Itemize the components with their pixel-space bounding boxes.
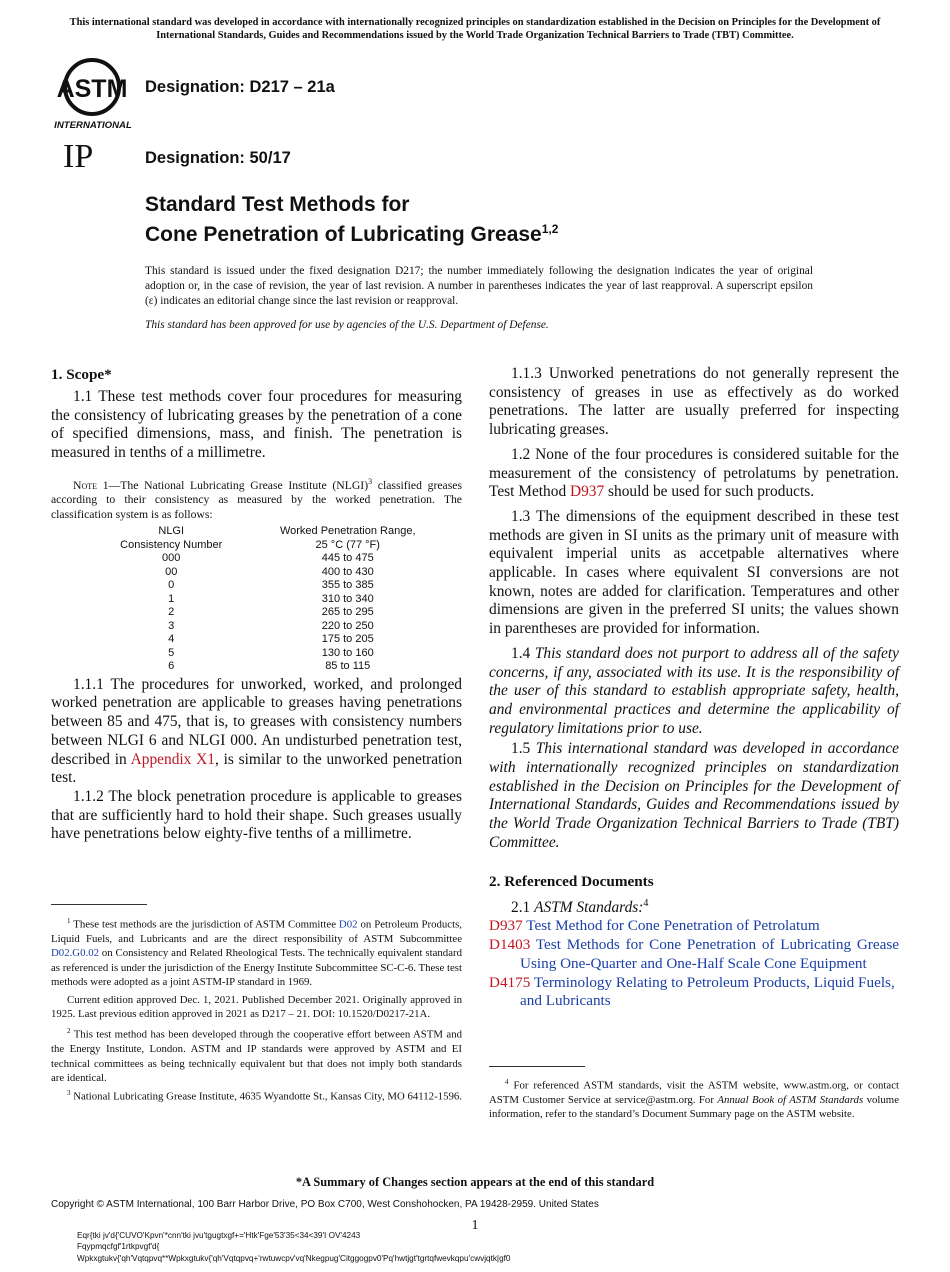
ref-item-d937: [489, 917, 899, 936]
license-line: Wpkxgtukv{'qh'Vqtqpvq**Wpkxgtukv{'qh'Vqtqpvq+'rwtuwcpv'vq'Nkegpug'Citggogpv0'Pq'hwtjgt'tgrtqfwevkqpu'cwvjqtk|gf0: [77, 1253, 511, 1263]
table-row: [109, 552, 462, 566]
d02-g0-02-link[interactable]: D02.G0.02: [51, 947, 99, 960]
para-1-1-1-text-end: , is similar to the unworked penetration test.: [51, 750, 463, 787]
table-cell: 2: [168, 606, 175, 619]
footnote-1-text-b: on Petroleum Products, Liquid Fuels, and Lubricants and are the direct responsibility of ASTM Subcommittee: [51, 918, 462, 945]
appendix-x1-link[interactable]: Appendix X1: [130, 750, 215, 768]
footnote-1-marker: 1: [67, 917, 71, 925]
designation-astm: Designation: D217 – 21a: [145, 78, 335, 96]
footnote-rule-right: [489, 1066, 585, 1067]
note-footnote-ref: 3: [368, 476, 373, 486]
para-1-1-2: 1.1.2 The block penetration procedure is applicable to greases that are sufficiently hard to hold their shape. Such greases usually have penetrations below eighty-five tenths of a millimetre.: [51, 787, 462, 843]
summary-of-changes-note: *A Summary of Changes section appears at the end of this standard: [295, 1175, 655, 1189]
issuance-statement: This standard is issued under the fixed designation D217; the number immediately following the designation indicates the year of original adoption or, in the case of revision, the year of last revision. A number in parentheses indicates the year of last reapproval. A superscript epsilon (ε) indicates an editorial change since the last revision or reapproval.: [145, 265, 813, 307]
table-header-cell: Consistency Number: [120, 538, 223, 551]
footnote-4-marker: 4: [505, 1078, 509, 1086]
table-row: [109, 620, 462, 634]
table-row: [109, 579, 462, 593]
para-1-4-text: This standard does not purport to address all of the safety concerns, if any, associated with its use. It is the responsibility of the user of this standard to establish appropriate safety, health, and environmental practices and determine the applicability of regulatory limitations prior to use.: [489, 644, 899, 737]
title-footnote-ref: 1,2: [541, 222, 559, 236]
footnote-2-marker: 2: [67, 1027, 71, 1036]
footnote-3: [51, 1086, 462, 1104]
footnotes-right: [489, 1075, 899, 1122]
table-cell: 0: [168, 579, 175, 592]
ref-title[interactable]: Terminology Relating to Petroleum Products, Liquid Fuels, and Lubricants: [520, 973, 895, 1010]
table-cell: 85 to 115: [325, 660, 371, 673]
d937-link[interactable]: D937: [570, 483, 605, 501]
page-title: [145, 193, 558, 247]
note-label: Note: [73, 478, 97, 492]
title-line-2: Cone Penetration of Lubricating Grease: [145, 223, 542, 246]
astm-logo-text: ASTM: [56, 75, 128, 103]
license-line: Fqypmqcfgf'1rtkpvgf'd{: [77, 1242, 160, 1252]
referenced-documents-heading: 2. Referenced Documents: [489, 872, 654, 890]
ref-item-d4175: [489, 974, 899, 1011]
table-row: [109, 566, 462, 580]
para-1-1-1: [51, 676, 462, 788]
footnote-4: [489, 1075, 899, 1122]
header-notice: This international standard was developed in accordance with internationally recognized principles on standardization established in the Decision on Principles for the Development of International Standards, Guides and Recommendations issued by the World Trade Organization Technical Barriers to Trade (TBT) Committee.: [69, 17, 881, 41]
table-cell: 400 to 430: [321, 565, 374, 578]
d02-link[interactable]: D02: [338, 918, 358, 931]
para-2-1-footnote-ref: 4: [643, 897, 649, 909]
ip-logo-text: IP: [63, 138, 94, 173]
ref-title[interactable]: Test Methods for Cone Penetration of Lubricating Grease Using One-Quarter and One-Half Scale Cone Equipment: [520, 936, 899, 972]
para-2-1-number: 2.1: [511, 898, 535, 916]
footnote-4-italic: Annual Book of ASTM Standards: [717, 1094, 864, 1106]
para-1-2-text: 1.2 None of the four procedures is considered suitable for the measurement of the consistency of petrolatums by penetration. Test Method: [489, 445, 899, 501]
table-cell: 6: [168, 660, 175, 673]
footnote-1-text: These test methods are the jurisdiction of ASTM Committee: [70, 918, 339, 931]
footnote-1-edition: Current edition approved Dec. 1, 2021. Published December 2021. Originally approved in 1925. Last previous edition approved in 2021 as D217 – 21. DOI: 10.1520/D0217-21A.: [51, 993, 462, 1021]
table-header-cell: Worked Penetration Range,: [279, 525, 416, 538]
para-1-4-number: 1.4: [511, 644, 535, 662]
table-cell: 220 to 250: [321, 619, 374, 632]
para-2-1-text: ASTM Standards:: [534, 898, 644, 916]
nlgi-table: [109, 525, 462, 674]
note-1: [51, 475, 462, 522]
footnote-3-marker: 3: [67, 1088, 71, 1097]
table-row: [109, 633, 462, 647]
para-1-5-text: This international standard was developed in accordance with internationally recognized principles on standardization established in the Decision on Principles for the Development of International Standards, Guides and Recommendations issued by the World Trade Organization Technical Barriers to Trade (TBT) Committee.: [489, 740, 899, 851]
ip-logo: [62, 137, 106, 173]
title-line-1: Standard Test Methods for: [145, 193, 410, 216]
para-1-4: [489, 645, 899, 739]
note-number: 1: [102, 478, 109, 492]
footnote-2-text: This test method has been developed through the cooperative effort between ASTM and the Energy Institute, London. ASTM and IP standards were approved by ASTM and EI technical committees as being technically equivalent but that does not imply both standards are identical.: [51, 1029, 462, 1085]
table-header-cell: 25 °C (77 °F): [315, 538, 380, 551]
footnote-2: [51, 1024, 462, 1085]
table-row: [109, 606, 462, 620]
table-cell: 310 to 340: [321, 592, 374, 605]
para-1-5: [489, 740, 899, 852]
copyright-line: Copyright © ASTM International, 100 Barr Harbor Drive, PO Box C700, West Conshohocken, PA 19428-2959. United States: [51, 1199, 599, 1210]
para-1-1-1-text: 1.1.1 The procedures for unworked, worked, and prolonged worked penetration are applicable to greases having penetrations between 85 and 475, that is, to greases with consistency numbers between NLGI 6 and NLGI 000. An undisturbed penetration test, described in: [51, 675, 462, 768]
ref-item-d1403: [489, 936, 899, 973]
footnote-1-text-c: on Consistency and Related Rheological Tests. The technically equivalent standard as referenced is under the jurisdiction of the Energy Institute Subcommittee SC-C-6. These test methods were adopted as a joint ASTM-IP standard in 1969.: [51, 947, 462, 989]
ref-title[interactable]: Test Method for Cone Penetration of Petrolatum: [526, 917, 820, 935]
ip-logo-icon: [62, 137, 106, 173]
footnote-3-text: National Lubricating Grease Institute, 4635 Wyandotte St., Kansas City, MO 64112-1596.: [70, 1090, 462, 1103]
ref-code[interactable]: D4175: [489, 973, 531, 991]
dod-statement: This standard has been approved for use by agencies of the U.S. Department of Defense.: [145, 319, 549, 331]
left-column: [51, 366, 462, 844]
table-cell: 5: [168, 646, 175, 659]
table-cell: 4: [168, 633, 175, 646]
footnote-rule-left: [51, 904, 147, 905]
table-cell: 355 to 385: [321, 579, 374, 592]
para-1-3: 1.3 The dimensions of the equipment described in these test methods are given in SI units as the primary unit of measure with equivalent imperial units as accetpable alternatives where applicable. In cases where equivalent SI conversions are not known, notes are added for clarification. Temperatures and other dimensions are given in the preferred SI units; the values shown in parentheses are provided for information.: [489, 507, 899, 638]
table-cell: 3: [168, 619, 175, 632]
table-cell: 175 to 205: [321, 633, 374, 646]
license-block: [77, 1230, 510, 1264]
note-text-b: classified greases according to their consistency as measured by the worked penetration. The classification system is as follows:: [51, 478, 463, 521]
table-row: [109, 660, 462, 674]
table-cell: 265 to 295: [321, 606, 374, 619]
table-cell: 130 to 160: [321, 646, 374, 659]
right-column: [489, 365, 899, 1011]
para-1-1: 1.1 These test methods cover four procedures for measuring the consistency of lubricating greases by the penetration of a cone of specified dimensions, mass, and finish. The penetration is measured in tenths of a millimetre.: [51, 388, 462, 462]
table-cell: 000: [162, 552, 181, 565]
astm-logo-subtext: INTERNATIONAL: [54, 120, 132, 131]
para-1-5-number: 1.5: [511, 740, 536, 758]
footnote-1: [51, 914, 462, 990]
note-text-a: —The National Lubricating Grease Institute (NLGI): [108, 478, 369, 492]
license-line: Eqr{tki jv'd{'CUVO'Kpvn'*cnn'tki jvu'tgugtxgf+='Htk'Fgе'53'35<34<39'I OV'4243: [77, 1231, 361, 1240]
footnote-4-text: For referenced ASTM standards, visit the ASTM website, www.astm.org, or contact ASTM Customer Service at service@astm.org. For: [489, 1079, 899, 1106]
astm-logo: [50, 55, 136, 131]
astm-logo-icon: [50, 55, 136, 131]
table-header-cell: NLGI: [158, 525, 185, 538]
para-1-2-text-end: should be used for such products.: [604, 483, 815, 501]
page-number: 1: [471, 1218, 479, 1233]
footnotes-left: [51, 914, 462, 1104]
table-row: [109, 647, 462, 661]
table-row: [109, 593, 462, 607]
table-cell: 445 to 475: [321, 552, 374, 565]
ref-code[interactable]: D1403: [489, 936, 531, 954]
para-2-1: [489, 895, 899, 918]
table-cell: 1: [168, 592, 175, 605]
para-1-2: [489, 446, 899, 502]
ref-code[interactable]: D937: [489, 917, 523, 935]
footnote-4-text-end: volume information, refer to the standard’s Document Summary page on the ASTM website.: [489, 1094, 899, 1121]
scope-heading: 1. Scope*: [51, 366, 112, 383]
designation-ip: Designation: 50/17: [145, 149, 291, 167]
table-cell: 00: [165, 565, 178, 578]
para-1-1-3: 1.1.3 Unworked penetrations do not generally represent the consistency of greases in use as effectively as do worked penetrations. The latter are usually preferred for inspecting lubricating greases.: [489, 365, 899, 439]
